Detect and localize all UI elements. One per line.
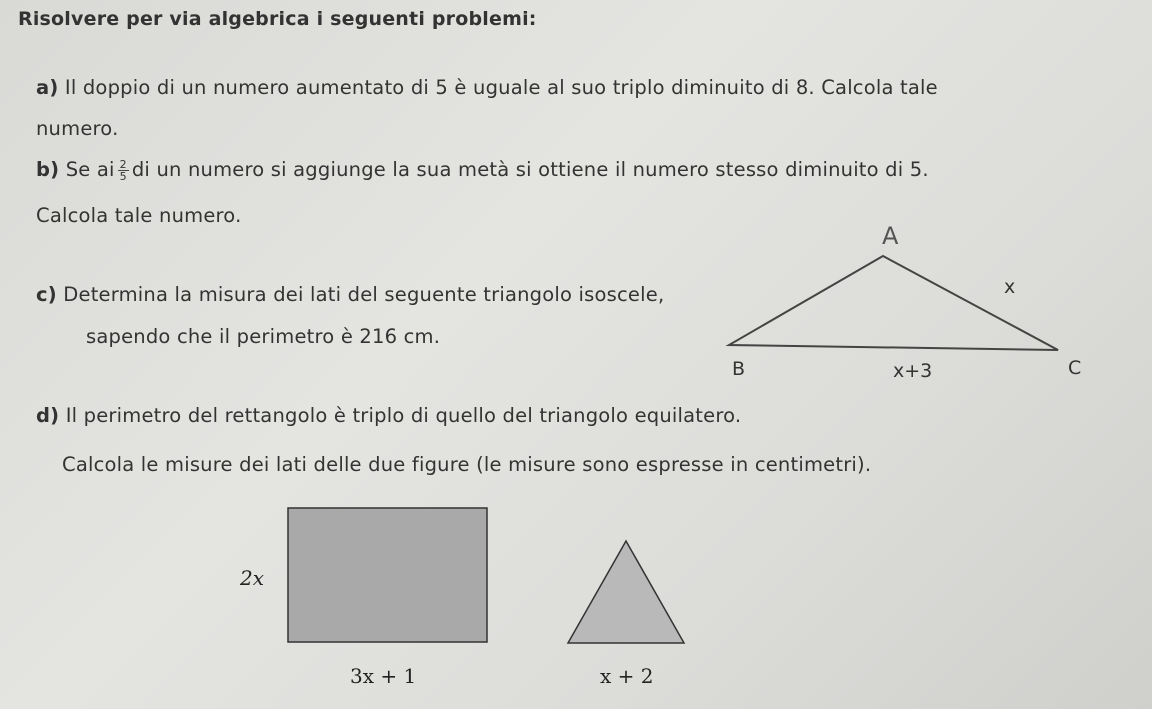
problem-b-label: b)	[36, 158, 60, 181]
page-title: Risolvere per via algebrica i seguenti problemi:	[18, 8, 537, 30]
rectangle	[288, 508, 487, 642]
problem-b-before-fraction: Se ai	[65, 158, 115, 181]
problem-d-line2: Calcola le misure dei lati delle due figure (le misure sono espresse in centimetri).	[62, 453, 872, 476]
problem-a-line2: numero.	[36, 117, 119, 140]
problem-a-text: Il doppio di un numero aumentato di 5 è uguale al suo triplo diminuito di 8. Calcola tale	[64, 76, 938, 99]
problem-c-label: c)	[36, 283, 57, 306]
problem-c-line2: sapendo che il perimetro è 216 cm.	[86, 325, 441, 348]
vertex-a-label: A	[882, 222, 899, 250]
problem-d-label: d)	[36, 404, 60, 427]
equilateral-triangle	[568, 541, 684, 643]
problem-a-label: a)	[36, 76, 59, 99]
side-bc-label: x+3	[893, 360, 933, 382]
fraction-denominator: 5	[119, 170, 127, 183]
side-ac-label: x	[1004, 276, 1016, 298]
fraction-numerator: 2	[119, 158, 127, 171]
problem-c-text: Determina la misura dei lati del seguente triangolo isoscele,	[63, 283, 665, 306]
problem-d-text: Il perimetro del rettangolo è triplo di quello del triangolo equilatero.	[65, 404, 742, 427]
rectangle-width-label: 3x + 1	[350, 664, 417, 688]
problem-b-line2: Calcola tale numero.	[36, 204, 242, 227]
vertex-c-label: C	[1068, 357, 1082, 379]
vertex-b-label: B	[732, 358, 746, 380]
problem-b-after-fraction: di un numero si aggiunge la sua metà si ottiene il numero stesso diminuito di 5.	[131, 158, 929, 181]
rectangle-height-label: 2x	[240, 566, 265, 590]
triangle-side-label: x + 2	[600, 664, 654, 688]
